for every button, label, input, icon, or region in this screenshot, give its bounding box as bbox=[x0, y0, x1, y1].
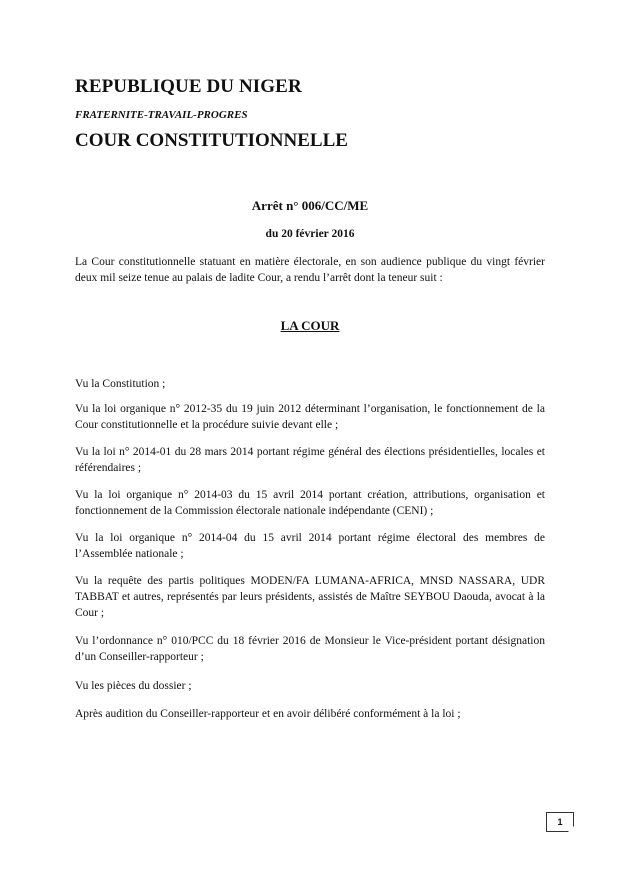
visa-paragraph: Vu la loi organique n° 2014-04 du 15 avril 2014 portant régime électoral des membres de l’Assemblée nationale ; bbox=[75, 532, 545, 560]
decision-number bbox=[0, 198, 620, 214]
visa-paragraph: Après audition du Conseiller-rapporteur et en avoir délibéré conformément à la loi ; bbox=[75, 708, 461, 720]
visa-paragraph: Vu la loi n° 2014-01 du 28 mars 2014 portant régime général des élections présidentielles, locales et référendaires ; bbox=[75, 446, 545, 474]
decision-number-text: Arrêt n° 006/CC/ME bbox=[251, 198, 369, 213]
national-motto: FRATERNITE-TRAVAIL-PROGRES bbox=[75, 109, 248, 121]
section-title: LA COUR bbox=[280, 318, 340, 333]
court-heading: COUR CONSTITUTIONNELLE bbox=[75, 130, 348, 151]
visa-paragraph: Vu les pièces du dossier ; bbox=[75, 680, 192, 692]
country-heading: REPUBLIQUE DU NIGER bbox=[75, 76, 302, 97]
page-number: 1 bbox=[557, 817, 563, 827]
visa-paragraph: Vu la requête des partis politiques MODEN/FA LUMANA-AFRICA, MNSD NASSARA, UDR TABBAT et autres, représentés par leurs présidents, assistés de Maître SEYBOU Daouda, avocat à la Cour ; bbox=[75, 575, 545, 619]
visa-paragraph: Vu la Constitution ; bbox=[75, 378, 166, 390]
visa-paragraph: Vu la loi organique n° 2012-35 du 19 juin 2012 déterminant l’organisation, le fonctionnement de la Cour constitutionnelle et la procédure suivie devant elle ; bbox=[75, 403, 545, 431]
decision-date: du 20 février 2016 bbox=[265, 228, 355, 240]
page-number-box bbox=[546, 812, 574, 832]
intro-paragraph: La Cour constitutionnelle statuant en matière électorale, en son audience publique du vingt février deux mil seize tenue au palais de ladite Cour, a rendu l’arrêt dont la teneur suit : bbox=[75, 256, 545, 284]
visa-paragraph: Vu l’ordonnance n° 010/PCC du 18 février 2016 de Monsieur le Vice-président portant désignation d’un Conseiller-rapporteur ; bbox=[75, 635, 545, 663]
visa-paragraph: Vu la loi organique n° 2014-03 du 15 avril 2014 portant création, attributions, organisation et fonctionnement de la Commission électorale nationale indépendante (CENI) ; bbox=[75, 489, 545, 517]
